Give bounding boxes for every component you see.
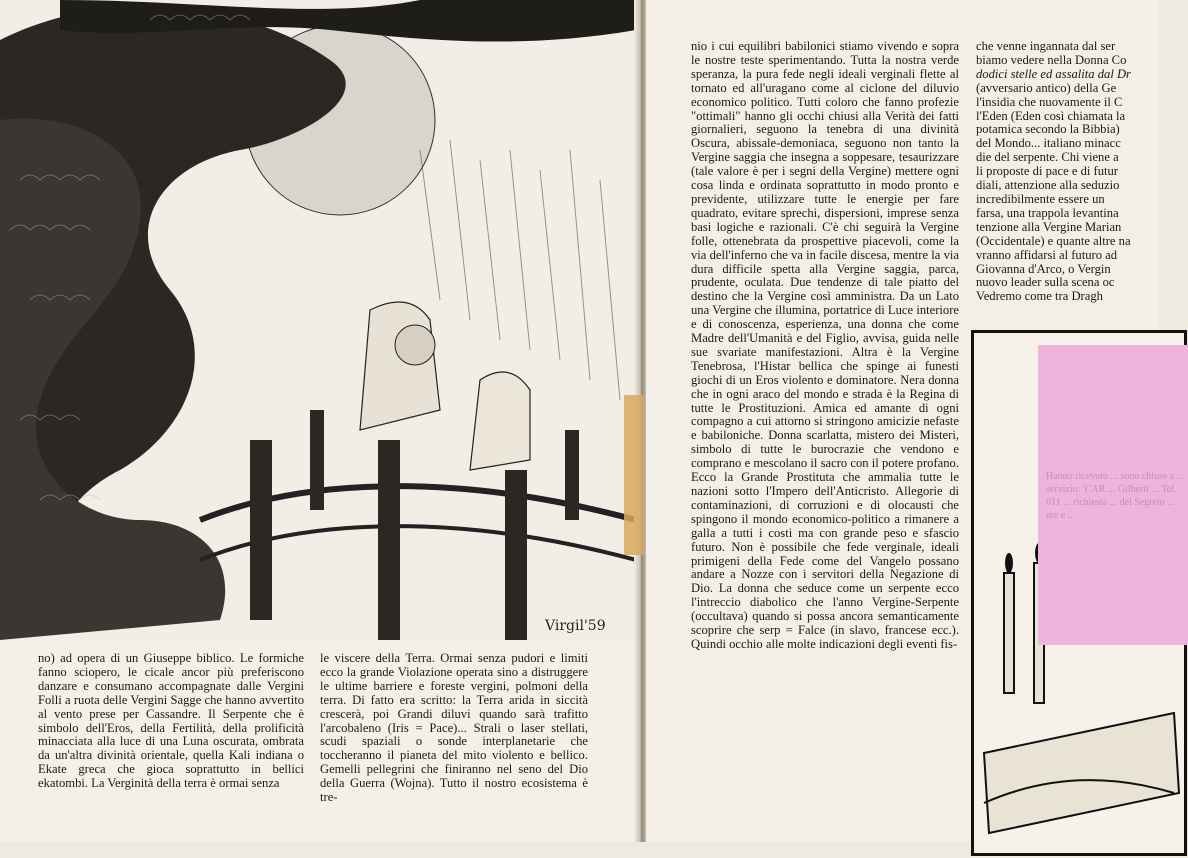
right-column-2-line: diali, attenzione alla seduzio (976, 178, 1120, 193)
right-column-2-line: tenzione alla Vergine Marian (976, 219, 1122, 234)
right-column-2-line: incredibilmente essere un (976, 191, 1105, 206)
pink-note-text: Hanno ricevuto ... sono chiuse a ... servizio: 'CAR ... Gilberti ... Tel. 011 ... richiesta ... del Segreto ... ere e ... (1046, 471, 1185, 521)
right-column-2-line: li proposte di pace e di futur (976, 164, 1118, 179)
right-page (646, 0, 1185, 842)
left-column-1 (38, 652, 304, 791)
right-column-1-text: nio i cui equilibri babilonici stiamo vivendo e sopra le nostre teste sperimentando. Tutta la nostra verde speranza, la pura fede negli ideali verginali flette al tornato ed all'uragano come al ciclone del diluvio economico politico. Tutti coloro che fanno profezie "ottimali" hanno gli occhi chiusi alla Verità dei fatti giornalieri, seguono la tenebra di una divinità Oscura, abissale-demoniaca, seguono non tanto la Vergine saggia che insegna a soppesare, tesaurizzare (tale valore è per i segni della Vergine) mettere ogni cosa linda e ordinata soprattutto in modo pronto e previdente, utilizzare tutte le energie per fare quadrato, evitare sprechi, dispersioni, imprese senza basi logiche e razionali. C'è chi seguirà la Vergine folle, ottenebrata da prospettive piacevoli, come la via dell'inferno che va in facile discesa, mentre la via dura difficile spetta alla Vergine saggia, parca, prudente, oculata. Due tendenze di tale piatto del destino che la Vergine così amministra. Da un Lato una Vergine che illumina, portatrice di Luce interiore e di conoscenza, esperienza, una donna che come Madre dell'Umanità e del Figlio, avvisa, guida nelle sue svariate manifestazioni. Altra è la Vergine Tenebrosa, l'Histar bellica che spinge ai funesti giochi di un Eros violento e dominatore. Nera donna che in ogni araco del mondo e strada è la Regina di tutte le Prostituzioni. Amica ed amante di ogni compagno a cui attorno si stringono amicizie nefaste e babiloniche. Donna scarlatta, mistero dei Misteri, simbolo di tutte le burocrazie che vendono e comprano e mescolano il sacro con il potere profano. Ecco la Grande Prostituta che ammalia tutte le nazioni sotto l'Impero dell'Anticristo. Allegorie di contaminazioni, di corruzioni e di olocausti che spingono il mondo economico-politico a rimanere a galla a tutti i costi ma con grande peso e sfascio futuro. Non è possibile che fede verginale, ideali primigeni della Fede come del Vangelo possano andare a Nozze con i servitori della Negazione di Dio. La donna che seduce come un serpente ecco l'intreccio diabolico che l'anno Vergine-Serpente (occultava) quando si possa ancora semanticamente scoprire che serp = Falce (in slavo, francese ecc.). Quindi occhio alle molte indicazioni degli eventi fis- (691, 39, 959, 651)
right-column-2-line: dodici stelle ed assalita dal Dr (976, 66, 1131, 81)
right-column-2-line: biamo vedere nella Donna Co (976, 52, 1127, 67)
right-column-2-line: (avversario antico) della Ge (976, 80, 1117, 95)
right-column-2-line: potamica secondo la Bibbia) (976, 122, 1120, 137)
tape-strip (624, 395, 644, 555)
right-column-2-line: Vedremo come tra Dragh (976, 289, 1103, 304)
right-column-2-line: (Occidentale) e quante altre na (976, 233, 1131, 248)
right-column-2-line: Giovanna d'Arco, o Vergin (976, 261, 1111, 276)
right-column-2-line: vranno affidarsi al futuro ad (976, 247, 1118, 262)
right-column-1 (691, 40, 959, 652)
right-column-2-line: del Mondo... italiano minacc (976, 136, 1121, 151)
right-column-2-line: die del serpente. Chi viene a (976, 150, 1119, 165)
right-column-2 (976, 40, 1176, 304)
dragon-illustration (0, 0, 636, 640)
right-column-2-line: l'insidia che nuovamente il C (976, 94, 1123, 109)
illustration-signature: Virgil'59 (545, 618, 606, 634)
right-column-2-line: l'Eden (Eden così chiamata la (976, 108, 1126, 123)
right-column-2-line: farsa, una trappola levantina (976, 205, 1119, 220)
left-column-1-text: no) ad opera di un Giuseppe biblico. Le formiche fanno sciopero, le cicale ancor più preferiscono danzare e consumano accompagnate dalle Vergini Folli a ruota delle Vergini Sagge che hanno avvertito al vento prese per Cassandre. Il Serpente che è simbolo dell'Eros, della Fertilità, della prolificità minacciata alla luce di una Luna oscurata, ombrata da un'altra divinità orientale, quella Kali indiana o Ekate greca che gioca soprattutto in bellici ekatombi. La Verginità della terra è ormai senza (38, 651, 304, 791)
left-column-2 (320, 652, 588, 805)
right-column-2-line: nuovo leader sulla scena oc (976, 275, 1115, 290)
left-column-2-text: le viscere della Terra. Ormai senza pudori e limiti ecco la grande Violazione operata sino a distruggere le ultime barriere e foreste vergini, polmoni della terra. Di fatto era scritto: la Terra arida in siccità crescerà, poi Grandi diluvi quando sarà trafitto l'arcobaleno (Iris = Pace)... Strali o laser stellati, scudi spaziali o sonde interplanetarie che toccheranno il pianeta del mito violento e bellico. Gemelli pellegrini che finiranno nel seno del Dio della Guerra (Wojna). Tutto il nostro ecosistema è tre- (320, 651, 588, 805)
right-column-2-line: che venne ingannata dal ser (976, 39, 1116, 53)
